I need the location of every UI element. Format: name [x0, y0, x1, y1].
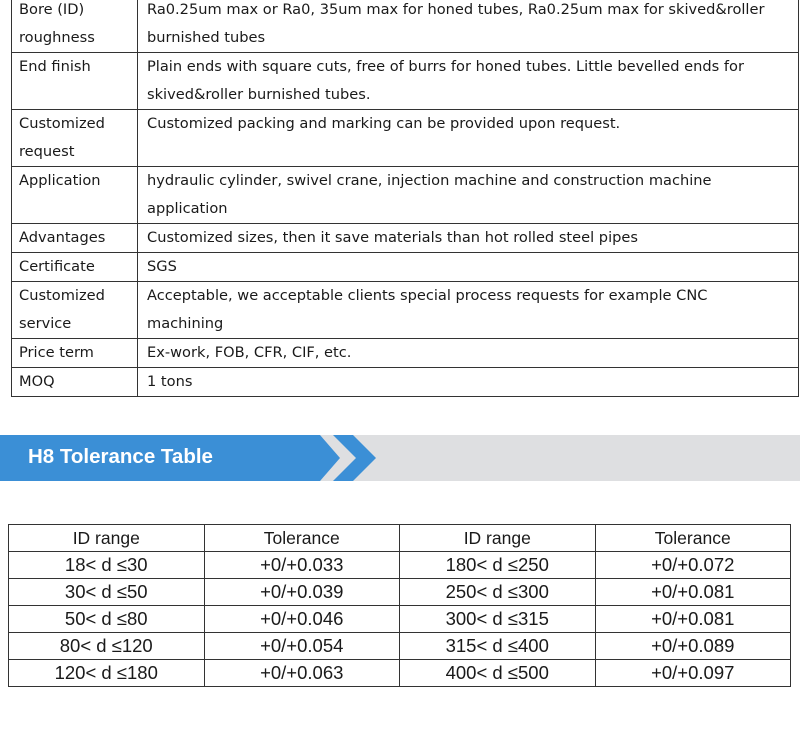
tolerance-table-body: [9, 552, 791, 687]
spec-label: MOQ: [12, 368, 138, 397]
specifications-table-body: [12, 0, 799, 397]
tolerance-cell: +0/+0.072: [595, 552, 791, 579]
tolerance-row: [9, 633, 791, 660]
header-id-range: ID range: [400, 525, 596, 552]
tolerance-cell: +0/+0.054: [204, 633, 400, 660]
spec-label: Price term: [12, 339, 138, 368]
spec-row: [12, 53, 799, 110]
header-tolerance: Tolerance: [595, 525, 791, 552]
spec-row: [12, 0, 799, 53]
spec-value: Acceptable, we acceptable clients special process requests for example CNC machining: [138, 282, 799, 339]
tolerance-row: [9, 660, 791, 687]
spec-value: hydraulic cylinder, swivel crane, injection machine and construction machine application: [138, 167, 799, 224]
id-range-cell: 80< d ≤120: [9, 633, 205, 660]
spec-value: Plain ends with square cuts, free of burrs for honed tubes. Little bevelled ends for skived&roller burnished tubes.: [138, 53, 799, 110]
tolerance-cell: +0/+0.089: [595, 633, 791, 660]
id-range-cell: 18< d ≤30: [9, 552, 205, 579]
spec-value: 1 tons: [138, 368, 799, 397]
spec-row: [12, 282, 799, 339]
tolerance-cell: +0/+0.033: [204, 552, 400, 579]
spec-label: Customized request: [12, 110, 138, 167]
spec-label: End finish: [12, 53, 138, 110]
spec-label: Bore (ID) roughness: [12, 0, 138, 53]
spec-value: Customized packing and marking can be provided upon request.: [138, 110, 799, 167]
tolerance-table-header-row: [9, 525, 791, 552]
tolerance-row: [9, 552, 791, 579]
id-range-cell: 315< d ≤400: [400, 633, 596, 660]
tolerance-cell: +0/+0.097: [595, 660, 791, 687]
spec-label: Application: [12, 167, 138, 224]
tolerance-cell: +0/+0.063: [204, 660, 400, 687]
spec-row: [12, 253, 799, 282]
header-id-range: ID range: [9, 525, 205, 552]
spec-value: Ra0.25um max or Ra0, 35um max for honed tubes, Ra0.25um max for skived&roller burnished tubes: [138, 0, 799, 53]
spec-label: Certificate: [12, 253, 138, 282]
spec-row: [12, 368, 799, 397]
spec-row: [12, 339, 799, 368]
id-range-cell: 30< d ≤50: [9, 579, 205, 606]
spec-value: SGS: [138, 253, 799, 282]
header-tolerance: Tolerance: [204, 525, 400, 552]
tolerance-table: [8, 524, 791, 687]
tolerance-row: [9, 606, 791, 633]
id-range-cell: 400< d ≤500: [400, 660, 596, 687]
tolerance-cell: +0/+0.081: [595, 579, 791, 606]
id-range-cell: 300< d ≤315: [400, 606, 596, 633]
spec-value: Customized sizes, then it save materials than hot rolled steel pipes: [138, 224, 799, 253]
spec-row: [12, 110, 799, 167]
spec-row: [12, 167, 799, 224]
id-range-cell: 120< d ≤180: [9, 660, 205, 687]
tolerance-cell: +0/+0.081: [595, 606, 791, 633]
id-range-cell: 250< d ≤300: [400, 579, 596, 606]
id-range-cell: 50< d ≤80: [9, 606, 205, 633]
specifications-table: [11, 0, 799, 397]
tolerance-cell: +0/+0.039: [204, 579, 400, 606]
tolerance-cell: +0/+0.046: [204, 606, 400, 633]
spec-label: Advantages: [12, 224, 138, 253]
tolerance-row: [9, 579, 791, 606]
spec-value: Ex-work, FOB, CFR, CIF, etc.: [138, 339, 799, 368]
section-title: H8 Tolerance Table: [28, 445, 213, 468]
id-range-cell: 180< d ≤250: [400, 552, 596, 579]
spec-row: [12, 224, 799, 253]
spec-label: Customized service: [12, 282, 138, 339]
